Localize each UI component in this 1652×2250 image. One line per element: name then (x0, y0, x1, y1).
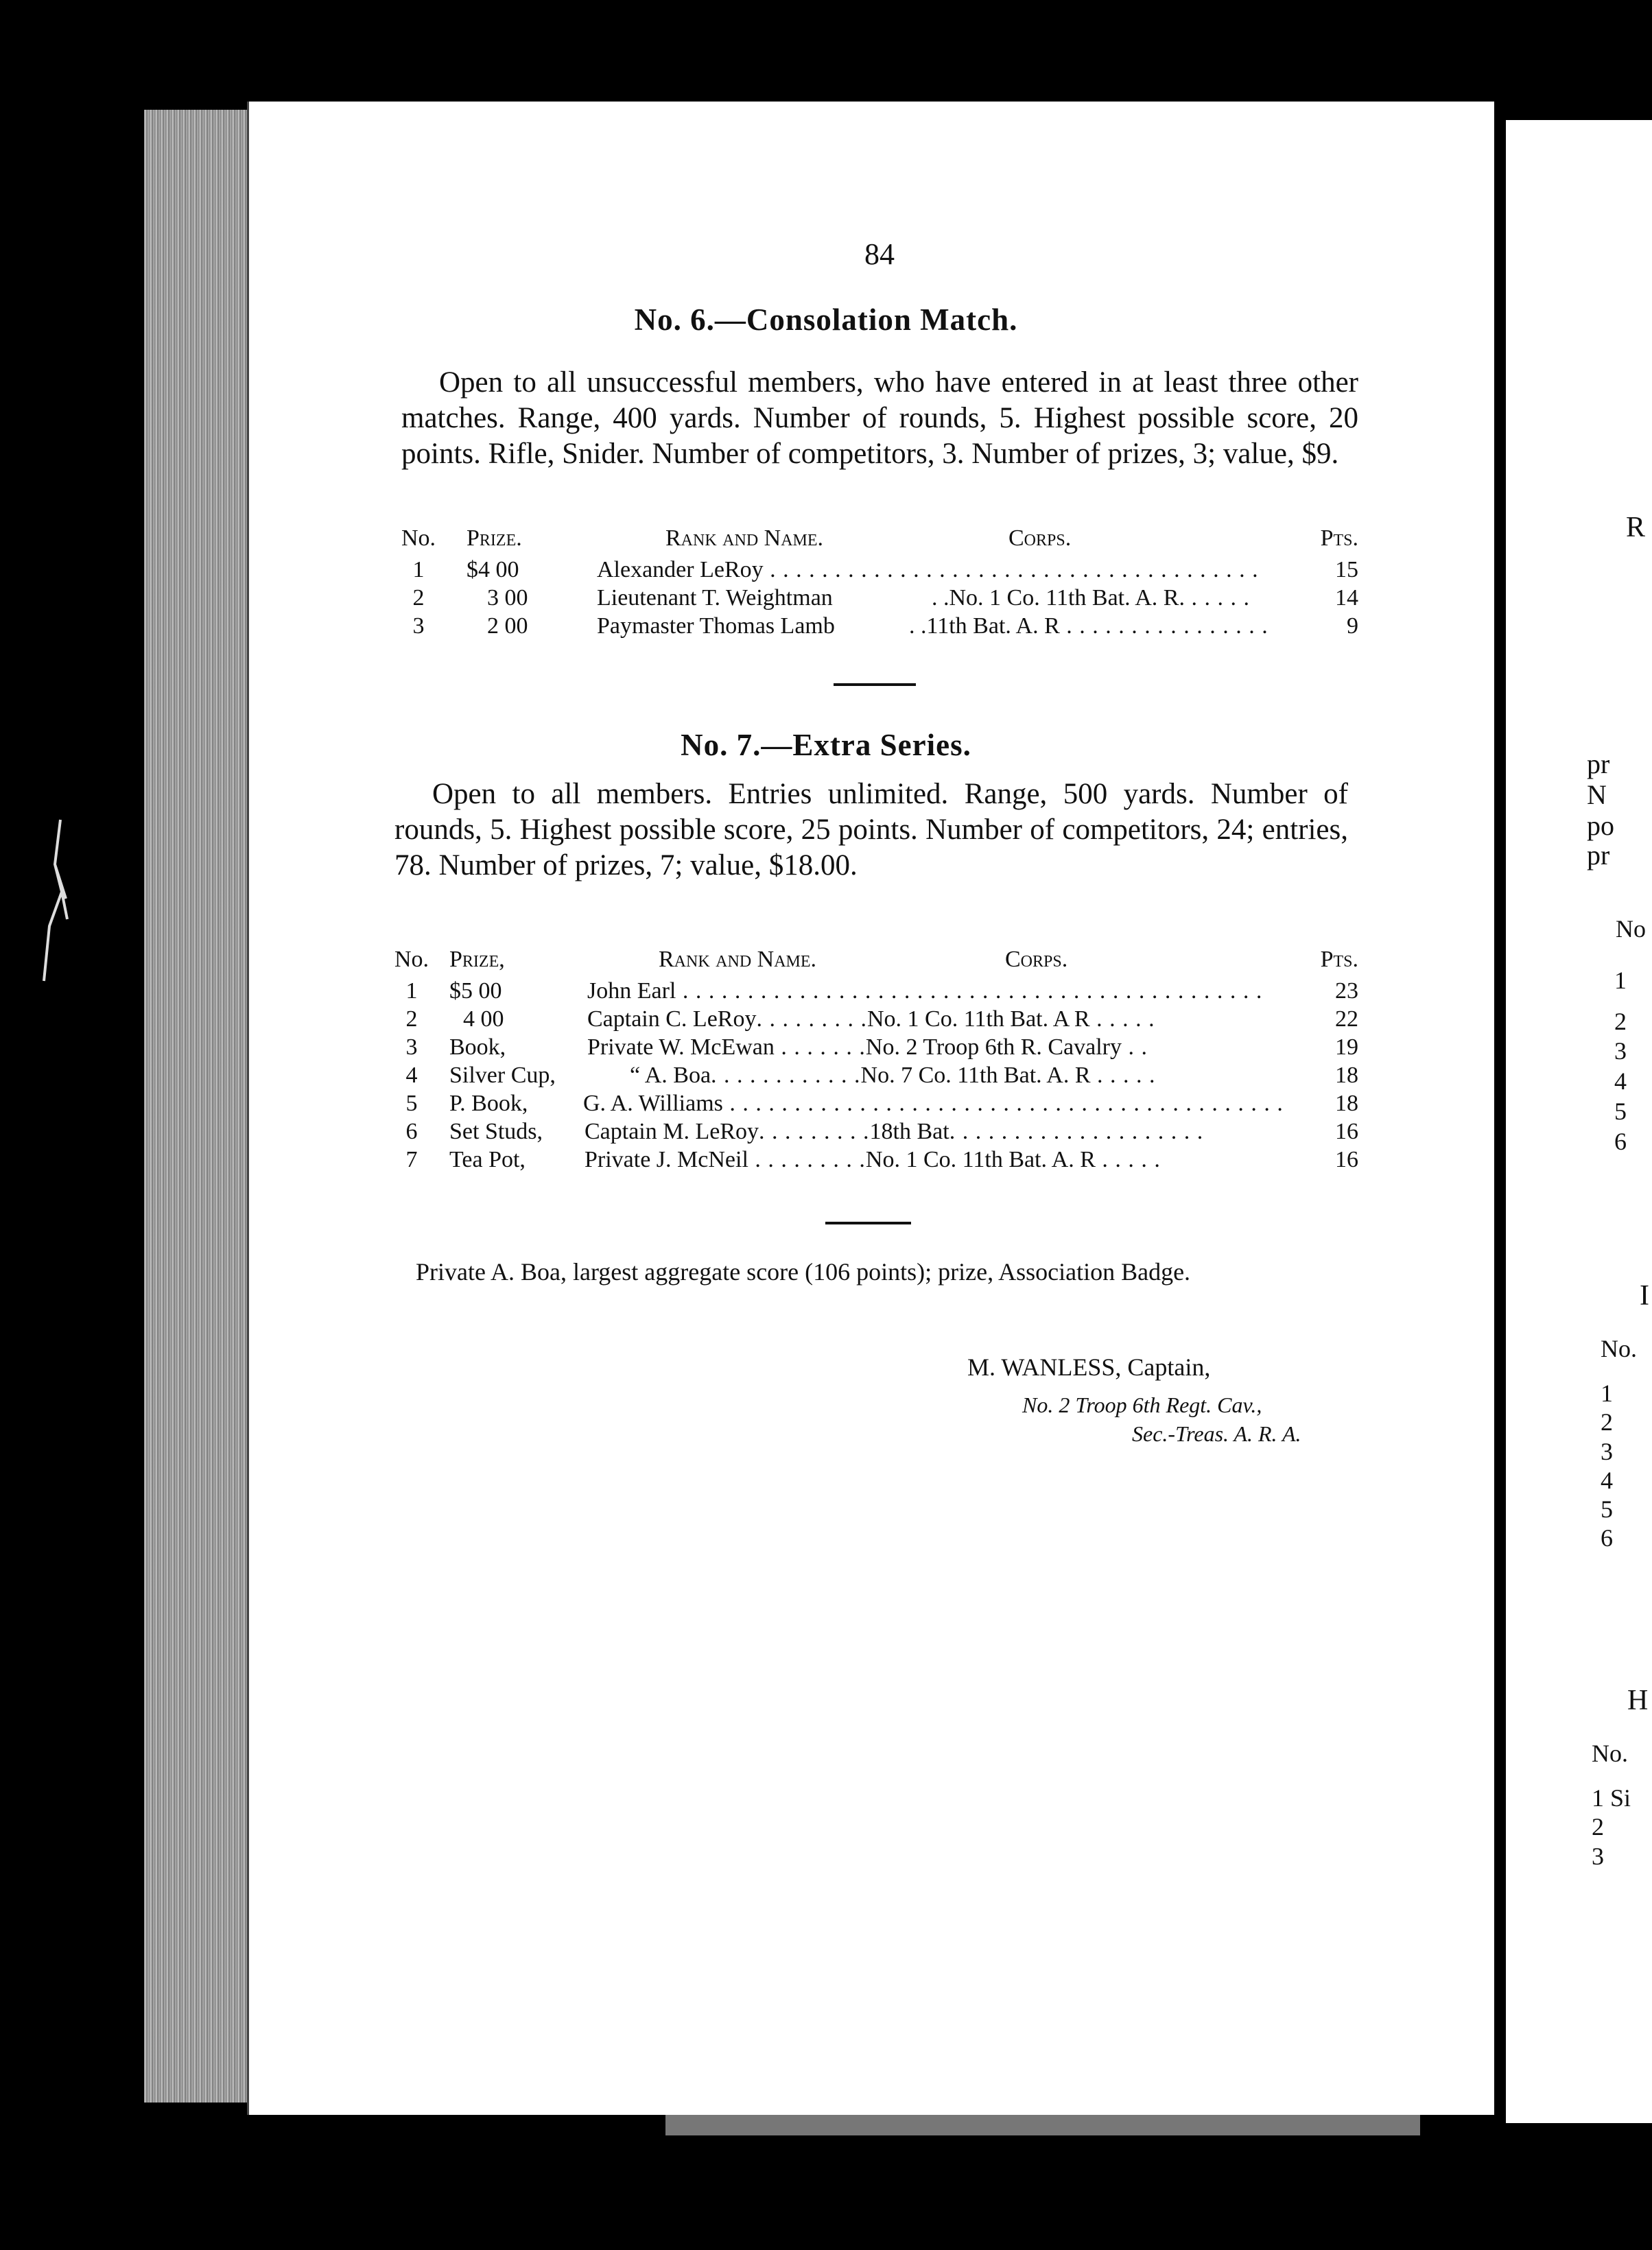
row-prize: Set Studs, (449, 1119, 543, 1144)
row-no: 1 (405, 978, 418, 1004)
fragment: 1 Si (1592, 1784, 1631, 1812)
table-row (391, 1089, 1358, 1117)
fragment: No (1616, 915, 1646, 943)
match7-paragraph: Open to all members. Entries unlimited. Range, 500 yards. Number of rounds, 5. Highest possible score, 25 points. Number of competitors, 24; entries, 78. Number of prizes, 7; value, $18.00. (394, 778, 1348, 881)
row-pts: 9 (1347, 613, 1358, 639)
row-prize: P. Book, (449, 1091, 528, 1116)
row-prize: $5 00 (449, 978, 502, 1004)
header-corps: Corps. (1005, 947, 1068, 972)
loose-thread (41, 816, 69, 988)
fragment: pr (1587, 748, 1610, 779)
row-corps: No. 1 Co. 11th Bat. A. R (865, 1147, 1096, 1172)
row-no: 2 (412, 585, 425, 611)
fragment: No. (1601, 1335, 1637, 1362)
match7-results-table (391, 945, 1358, 1174)
right-page (1506, 120, 1652, 2123)
row-prize: 3 00 (487, 585, 528, 611)
fragment: No. (1592, 1740, 1628, 1767)
row-no: 4 (405, 1063, 418, 1088)
header-pts: Pts. (1320, 947, 1358, 972)
row-pts: 15 (1335, 557, 1358, 582)
row-name: “ A. Boa (630, 1063, 711, 1088)
row-pts: 16 (1335, 1119, 1358, 1144)
row-name: Lieutenant T. Weightman (597, 585, 833, 611)
row-name-with-leader: “ A. Boa. . . . . . . . . . . .No. 7 Co. 11th Bat. A. R . . . . . (630, 1063, 1156, 1088)
row-name-with-leader: Captain M. LeRoy. . . . . . . . .18th Bat. . . . . . . . . . . . . . . . . . . . (585, 1119, 1204, 1144)
table-row (391, 1117, 1358, 1146)
row-name: G. A. Williams (583, 1091, 723, 1116)
match7-description (394, 777, 1348, 884)
row-name: Captain M. LeRoy (585, 1119, 759, 1144)
section-divider (834, 683, 916, 686)
row-pts: 23 (1335, 978, 1358, 1004)
row-no: 3 (412, 613, 425, 639)
fragment: pr (1587, 840, 1610, 871)
table-header (391, 945, 1358, 977)
row-pts: 18 (1335, 1063, 1358, 1088)
row-pts: 14 (1335, 585, 1358, 611)
table-header (398, 524, 1358, 556)
signature-title: Sec.-Treas. A. R. A. (1132, 1421, 1301, 1446)
match6-paragraph: Open to all unsuccessful members, who have entered in at least three other matches. Range, 400 yards. Number of rounds, 5. Highest possible score, 20 points. Rifle, Snider. Number of competitors, 3. Number of prizes, 3; value, $9. (401, 366, 1358, 470)
table-row (398, 556, 1358, 584)
fragment: 1 (1614, 967, 1627, 994)
fragment: R (1626, 512, 1646, 543)
signature-name: M. WANLESS, Captain, (967, 1353, 1211, 1381)
header-pts: Pts. (1320, 525, 1358, 551)
fragment: 2 (1592, 1813, 1604, 1840)
header-prize: Prize, (449, 947, 505, 972)
fragment: 6 (1614, 1128, 1627, 1155)
row-name-with-leader: Private J. McNeil . . . . . . . . .No. 1 Co. 11th Bat. A. R . . . . . (585, 1147, 1161, 1172)
row-name-with-leader: John Earl . . . . . . . . . . . . . . . . . . . . . . . . . . . . . . . . . . . . . . . . . . . . . (587, 978, 1263, 1004)
row-pts: 18 (1335, 1091, 1358, 1116)
table-row (391, 1061, 1358, 1089)
row-corps: 11th Bat. A. R (926, 613, 1060, 639)
row-corps: 18th Bat (869, 1119, 949, 1144)
section-divider (825, 1222, 911, 1224)
row-no: 3 (405, 1034, 418, 1060)
aggregate-note-text: Private A. Boa, largest aggregate score (106 points); prize, Association Badge. (416, 1258, 1191, 1286)
book-page-edge (144, 110, 261, 2103)
row-name: Captain C. LeRoy (587, 1006, 757, 1032)
fragment: 5 (1601, 1495, 1613, 1523)
fragment: 2 (1614, 1008, 1627, 1035)
table-row (391, 977, 1358, 1005)
table-row (398, 584, 1358, 612)
row-corps-with-leader: . .No. 1 Co. 11th Bat. A. R. . . . . . (932, 585, 1250, 611)
match6-title: No. 6.—Consolation Match. (634, 303, 1018, 337)
row-corps: No. 1 Co. 11th Bat. A. R. (949, 585, 1185, 611)
page-number: 84 (864, 237, 895, 271)
match6-description (401, 365, 1358, 472)
row-corps: No. 1 Co. 11th Bat. A R (866, 1006, 1090, 1032)
match6-results-table (398, 524, 1358, 640)
row-name: Private W. McEwan (587, 1034, 775, 1060)
table-row (391, 1005, 1358, 1033)
row-name-with-leader: Captain C. LeRoy. . . . . . . . .No. 1 Co. 11th Bat. A R . . . . . (587, 1006, 1155, 1032)
row-prize: 4 00 (463, 1006, 504, 1032)
header-prize: Prize. (467, 525, 522, 551)
header-no: No. (401, 525, 436, 551)
signature-unit: No. 2 Troop 6th Regt. Cav., (1022, 1393, 1262, 1417)
fragment: 2 (1601, 1408, 1613, 1436)
row-pts: 16 (1335, 1147, 1358, 1172)
row-name-with-leader: G. A. Williams . . . . . . . . . . . . . . . . . . . . . . . . . . . . . . . . . . . . . . . . . . . (583, 1091, 1284, 1116)
fragment: 3 (1601, 1438, 1613, 1465)
fragment: N (1587, 779, 1607, 810)
row-no: 6 (405, 1119, 418, 1144)
row-prize: 2 00 (487, 613, 528, 639)
header-name: Rank and Name. (659, 947, 817, 972)
row-corps-with-leader: . .11th Bat. A. R . . . . . . . . . . . . . . . . (909, 613, 1268, 639)
fragment: 5 (1614, 1098, 1627, 1125)
row-prize: Tea Pot, (449, 1147, 526, 1172)
table-row (398, 612, 1358, 640)
row-pts: 19 (1335, 1034, 1358, 1060)
row-name: Paymaster Thomas Lamb (597, 613, 835, 639)
fragment: H (1627, 1685, 1649, 1716)
aggregate-note (390, 1257, 1343, 1287)
binding-bottom (665, 2115, 1420, 2135)
header-corps: Corps. (1008, 525, 1072, 551)
row-name: John Earl (587, 978, 676, 1004)
fragment: po (1587, 810, 1614, 841)
row-prize: $4 00 (467, 557, 519, 582)
row-name-with-leader: Private W. McEwan . . . . . . .No. 2 Troop 6th R. Cavalry . . (587, 1034, 1148, 1060)
row-no: 7 (405, 1147, 418, 1172)
fragment: 6 (1601, 1524, 1613, 1552)
fragment: I (1640, 1280, 1649, 1312)
row-prize: Book, (449, 1034, 506, 1060)
fragment: 4 (1614, 1067, 1627, 1095)
row-no: 1 (412, 557, 425, 582)
table-row (391, 1033, 1358, 1061)
row-name-with-leader: Alexander LeRoy . . . . . . . . . . . . . . . . . . . . . . . . . . . . . . . . . . . . . . (597, 557, 1259, 582)
fragment: 3 (1614, 1037, 1627, 1065)
row-no: 2 (405, 1006, 418, 1032)
row-prize: Silver Cup, (449, 1063, 556, 1088)
row-corps: No. 2 Troop 6th R. Cavalry (865, 1034, 1122, 1060)
row-no: 5 (405, 1091, 418, 1116)
row-pts: 22 (1335, 1006, 1358, 1032)
fragment: 1 (1601, 1379, 1613, 1407)
header-name: Rank and Name. (665, 525, 824, 551)
fragment: 4 (1601, 1467, 1613, 1494)
row-name: Private J. McNeil (585, 1147, 748, 1172)
table-row (391, 1146, 1358, 1174)
match7-title: No. 7.—Extra Series. (681, 728, 971, 762)
row-corps: No. 7 Co. 11th Bat. A. R (860, 1063, 1091, 1088)
header-no: No. (394, 947, 429, 972)
fragment: 3 (1592, 1843, 1604, 1870)
row-name: Alexander LeRoy (597, 557, 764, 582)
